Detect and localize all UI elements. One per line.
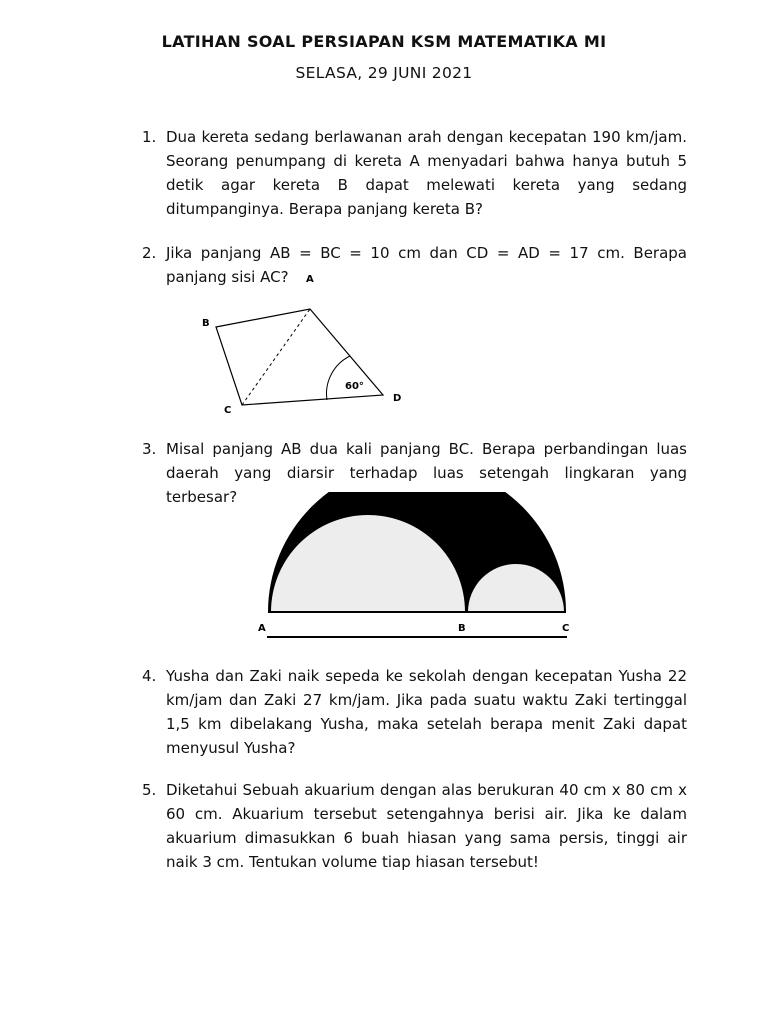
question-number: 3. [142, 440, 157, 458]
angle-label: 60° [345, 381, 364, 392]
question-4 [142, 664, 687, 760]
question-text: Jika panjang AB = BC = 10 cm dan CD = AD = 17 cm. Berapa panjang sisi AC? [166, 244, 687, 286]
question-text: Diketahui Sebuah akuarium dengan alas berukuran 40 cm x 80 cm x 60 cm. Akuarium tersebut setengahnya berisi air. Jika ke dalam akuarium dimasukkan 6 buah hiasan yang sama persis, tinggi air naik 3 cm. Tentukan volume tiap hiasan tersebut! [166, 781, 687, 871]
question-number: 1. [142, 128, 157, 146]
angle-arc [327, 356, 350, 400]
question-number: 2. [142, 244, 157, 262]
question-number: 5. [142, 781, 157, 799]
question-number: 4. [142, 667, 157, 685]
page-date: SELASA, 29 JUNI 2021 [295, 64, 473, 82]
page-title: LATIHAN SOAL PERSIAPAN KSM MATEMATIKA MI [161, 32, 607, 51]
quadrilateral-figure [190, 265, 430, 425]
question-text: Dua kereta sedang berlawanan arah dengan kecepatan 190 km/jam. Seorang penumpang di kereta A menyadari bahwa hanya butuh 5 detik agar kereta B dapat melewati kereta yang sedang ditumpanginya. Berapa panjang kereta B? [166, 128, 687, 218]
diagonal-ac [242, 309, 310, 405]
label-b: B [458, 623, 466, 634]
label-c: C [224, 405, 232, 416]
label-c: C [562, 623, 570, 634]
question-text: Misal panjang AB dua kali panjang BC. Berapa perbandingan luas daerah yang diarsir terhadap luas setengah lingkaran yang terbesar? [166, 440, 687, 506]
semicircle-figure [250, 492, 590, 642]
question-text: Yusha dan Zaki naik sepeda ke sekolah dengan kecepatan Yusha 22 km/jam dan Zaki 27 km/jam. Jika pada suatu waktu Zaki tertinggal 1,5 km dibelakang Yusha, maka setelah berapa menit Zaki dapat menyusul Yusha? [166, 667, 687, 757]
label-a: A [306, 274, 314, 285]
label-a: A [258, 623, 266, 634]
label-d: D [393, 393, 402, 404]
question-1 [142, 125, 687, 221]
question-5 [142, 778, 687, 874]
label-b: B [202, 318, 210, 329]
